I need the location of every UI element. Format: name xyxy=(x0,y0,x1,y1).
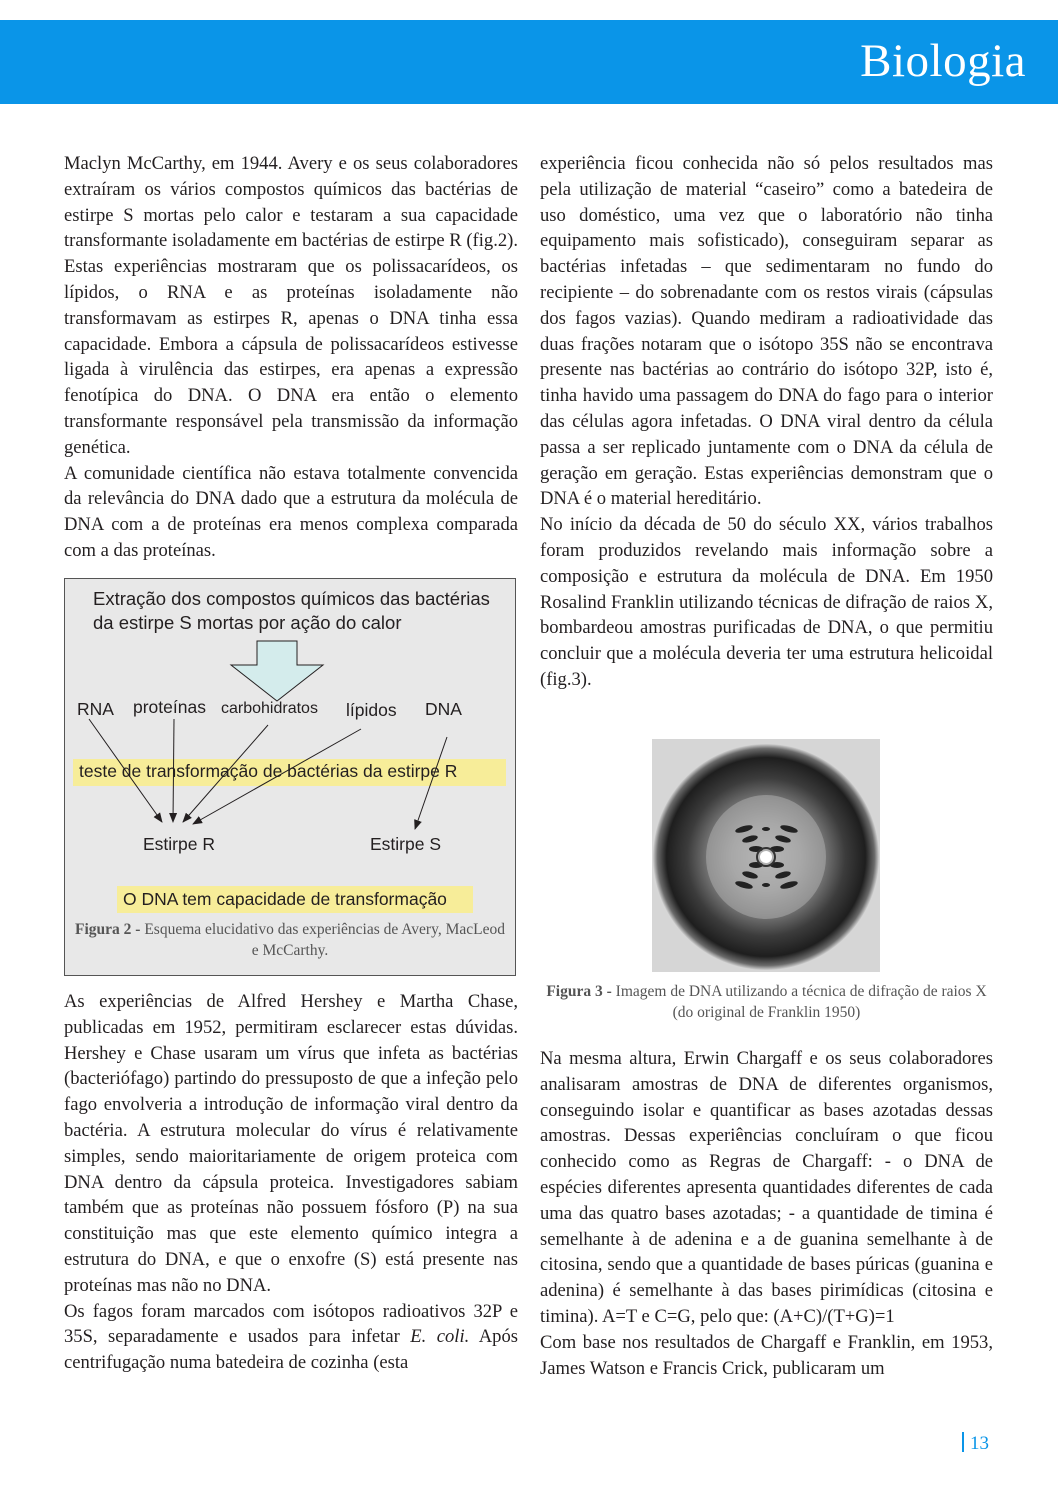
label-carbohidratos: carbohidratos xyxy=(221,700,318,717)
figure-3-xray-image xyxy=(652,739,880,972)
label-lipidos: lípidos xyxy=(346,700,397,720)
page-number-divider xyxy=(962,1432,964,1452)
figure-2-caption xyxy=(75,919,505,961)
left-column-bottom-text xyxy=(64,989,518,1376)
paragraph: experiência ficou conhecida não só pelos resultados mas pela utilização de material “caseiro” como a batedeira de uso doméstico, uma vez que o laboratório não tinha equipamento mais sofisticado), conseguiram separar as bactérias infetadas – que sedimentaram no fundo do recipiente – do sobrenadante com os restos virais (cápsulas dos fagos vazias). Quando mediram a radioatividade das duas frações notaram que o isótopo 35S não se encontrava presente nas bactérias ao contrário do isótopo 32P, isto é, tinha havido uma passagem do DNA do fago para o interior das células agora infetadas. O DNA viral dentro da célula passa a ser replicado juntamente com o DNA da célula de geração em geração. Estas experiências demonstram que o DNA é o material hereditário. xyxy=(540,153,993,510)
right-column-bottom-text xyxy=(540,1046,993,1381)
text-span: Após centrifugação numa batedeira de cozinha (esta xyxy=(64,1326,519,1374)
label-dna: DNA xyxy=(425,699,462,719)
paragraph: As experiências de Alfred Hershey e Martha Chase, publicadas em 1952, permitiram esclarecer estas dúvidas. Hershey e Chase usaram um vírus que infeta as bactérias (bacteriófago) partindo do pressuposto de que a infeção pelo fago envolveria a introdução de informação viral dentro da bactéria. A estrutura molecular do vírus é relativamente simples, sendo maioritariamente de origem proteica com DNA dentro da cápsula proteica. Investigadores sabiam também que as proteínas não possuem fósforo (P) na sua constituição mas que este elemento químico integra a estrutura do DNA, e que o enxofre (S) está presente nas proteínas mas não no DNA. xyxy=(64,991,518,1296)
caption-text: Imagem de DNA utilizando a técnica de difração de raios X (do original de Franklin 1950) xyxy=(615,983,987,1021)
label-proteinas: proteínas xyxy=(133,697,206,717)
caption-label: Figura 3 - xyxy=(546,983,612,1000)
conclusion-label: O DNA tem capacidade de transformação xyxy=(123,889,447,909)
label-estirpe-s: Estirpe S xyxy=(370,834,441,854)
text-span: Os fagos foram marcados com isótopos radioativos 32P e 35S, separadamente e usados para infetar xyxy=(64,1300,518,1348)
paragraph: No início da década de 50 do século XX, vários trabalhos foram produzidos revelando mais informação sobre a composição e estrutura da molécula de DNA. Em 1950 Rosalind Franklin utilizando técnicas de difração de raios X, bombardeou amostras purificadas de DNA, o que permitiu concluir que a molécula deveria ter uma estrutura helicoidal (fig.3). xyxy=(540,514,993,690)
diagram-heading: Extração dos compostos químicos das bactérias da estirpe S mortas por ação do calor xyxy=(93,588,490,633)
figure-3-caption xyxy=(540,981,993,1023)
left-column-top-text xyxy=(64,151,518,564)
paragraph: A comunidade científica não estava totalmente convencida da relevância do DNA dado que a estrutura da molécula de DNA com a de proteínas era menos complexa comparada com a das proteínas. xyxy=(64,462,518,561)
label-rna: RNA xyxy=(77,699,114,719)
caption-text: Esquema elucidativo das experiências de Avery, MacLeod e McCarthy. xyxy=(144,921,505,959)
paragraph: Maclyn McCarthy, em 1944. Avery e os seus colaboradores extraíram os vários compostos químicos das bactérias de estirpe S mortas pelo calor e testaram a sua capacidade transformante isoladamente em bactérias de estirpe R (fig.2). Estas experiências mostraram que os polissacarídeos, os lípidos, o RNA e as proteínas isoladamente não transformavam as estirpes R, apenas o DNA tinha essa capacidade. Embora a cápsula de polissacarídeos estivesse ligada à virulência das estirpes, era apenas a expressão fenotípica do DNA. O DNA era então o elemento transformante responsável pela transmissão da informação genética. xyxy=(64,153,518,458)
block-arrow xyxy=(231,641,323,701)
page-number-value: 13 xyxy=(970,1433,989,1454)
page-number xyxy=(962,1432,989,1455)
section-title: Biologia xyxy=(860,35,1026,87)
paragraph: Com base nos resultados de Chargaff e Franklin, em 1953, James Watson e Francis Crick, publicaram um xyxy=(540,1331,993,1379)
paragraph: Na mesma altura, Erwin Chargaff e os seus colaboradores analisaram amostras de DNA de diferentes organismos, conseguindo isolar e quantificar as bases azotadas dessas amostras. Dessas experiências concluíram o que ficou conhecido como as Regras de Chargaff: - o DNA de espécies diferentes apresenta quantidades diferentes de cada uma das quatro bases azotadas; - a quantidade de timina é semelhante à de adenina e a de guanina semelhante à de citosina, sendo que a quantidade de bases púricas (guanina e adenina) é semelhante à das bases pirimídicas (citosina e timina). A=T e C=G, pelo que: (A+C)/(T+G)=1 xyxy=(540,1048,993,1327)
figure-2-diagram xyxy=(64,578,516,976)
italic-term: E. coli. xyxy=(410,1326,470,1348)
right-column-top-text xyxy=(540,151,993,693)
caption-label: Figura 2 - xyxy=(75,921,141,938)
test-label: teste de transformação de bactérias da estirpe R xyxy=(79,761,458,781)
label-estirpe-r: Estirpe R xyxy=(143,834,215,854)
header-band xyxy=(0,20,1058,104)
arrow-dna xyxy=(415,737,447,829)
paragraph xyxy=(64,1299,518,1376)
